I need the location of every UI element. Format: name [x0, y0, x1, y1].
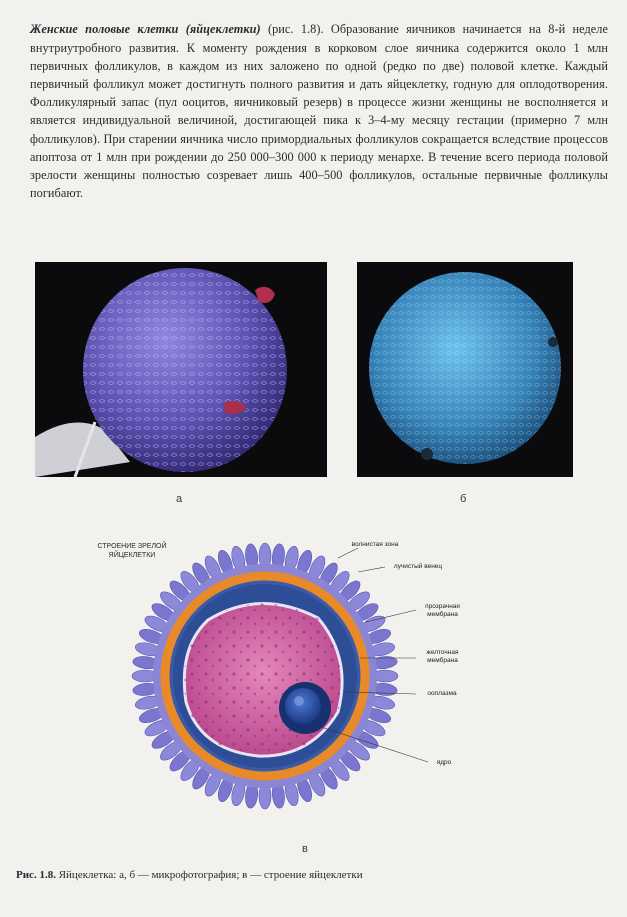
annotation-zona: волнистая зона	[351, 541, 399, 548]
egg-cell-purple-image	[35, 262, 327, 477]
nucleus	[285, 688, 321, 724]
body-paragraph	[30, 20, 608, 202]
term-heading: Женские половые клетки (яйцеклетки)	[30, 22, 261, 37]
annotation-vitelline-membrane: желточная мембрана	[426, 649, 459, 664]
figure-label-c: в	[302, 843, 308, 855]
caption-number: Рис. 1.8.	[16, 869, 56, 881]
leader-zona	[338, 548, 358, 558]
annotation-nucleus: ядро	[436, 759, 452, 766]
figure-caption	[16, 869, 363, 881]
paragraph-text: (рис. 1.8). Образование яичников начинается на 8-й неделе внутриутробного развития. К моменту рождения в корковом слое яичника содержится около 1 млн первичных фолликулов, в каждом из них заложено по одной (редко по две) половой клетке. Каждый первичный фолликул может достигнуть полного развития и дать яйцеклетку, годную для оплодотворения. Фолликулярный запас (пул ооцитов, яичниковый резерв) в процессе жизни женщины не восполняется и является индивидуальной величиной, достигающей пика к 3–4-му месяцу гестации (примерно 7 млн фолликулов). При старении яичника число примордиальных фолликулов сокращается вследствие процессов апоптоза от 1 млн при рождении до 250 000–300 000 к периоду менархе. В течение всего периода половой зрелости женщины полностью созревает лишь 400–500 фолликулов, остальные первичные фолликулы погибают.	[30, 22, 608, 201]
micrograph-a	[35, 262, 327, 477]
annotation-transparent-membrane: прозрачная мембрана	[425, 603, 460, 618]
diagram-title: СТРОЕНИЕ ЗРЕЛОЙ ЯЙЦЕКЛЕТКИ	[97, 543, 167, 559]
micrograph-b	[357, 262, 573, 477]
figure-label-a: а	[176, 493, 183, 505]
caption-text: Яйцеклетка: а, б — микрофотография; в — строение яйцеклетки	[55, 869, 363, 881]
leader-corona	[358, 567, 385, 572]
figure-label-b: б	[460, 493, 467, 505]
annotation-corona: лучистый венец	[393, 563, 443, 570]
egg-structure-diagram	[90, 530, 530, 840]
annotation-ooplasm: ооплазма	[427, 690, 457, 697]
egg-cell-blue-image	[357, 262, 573, 477]
